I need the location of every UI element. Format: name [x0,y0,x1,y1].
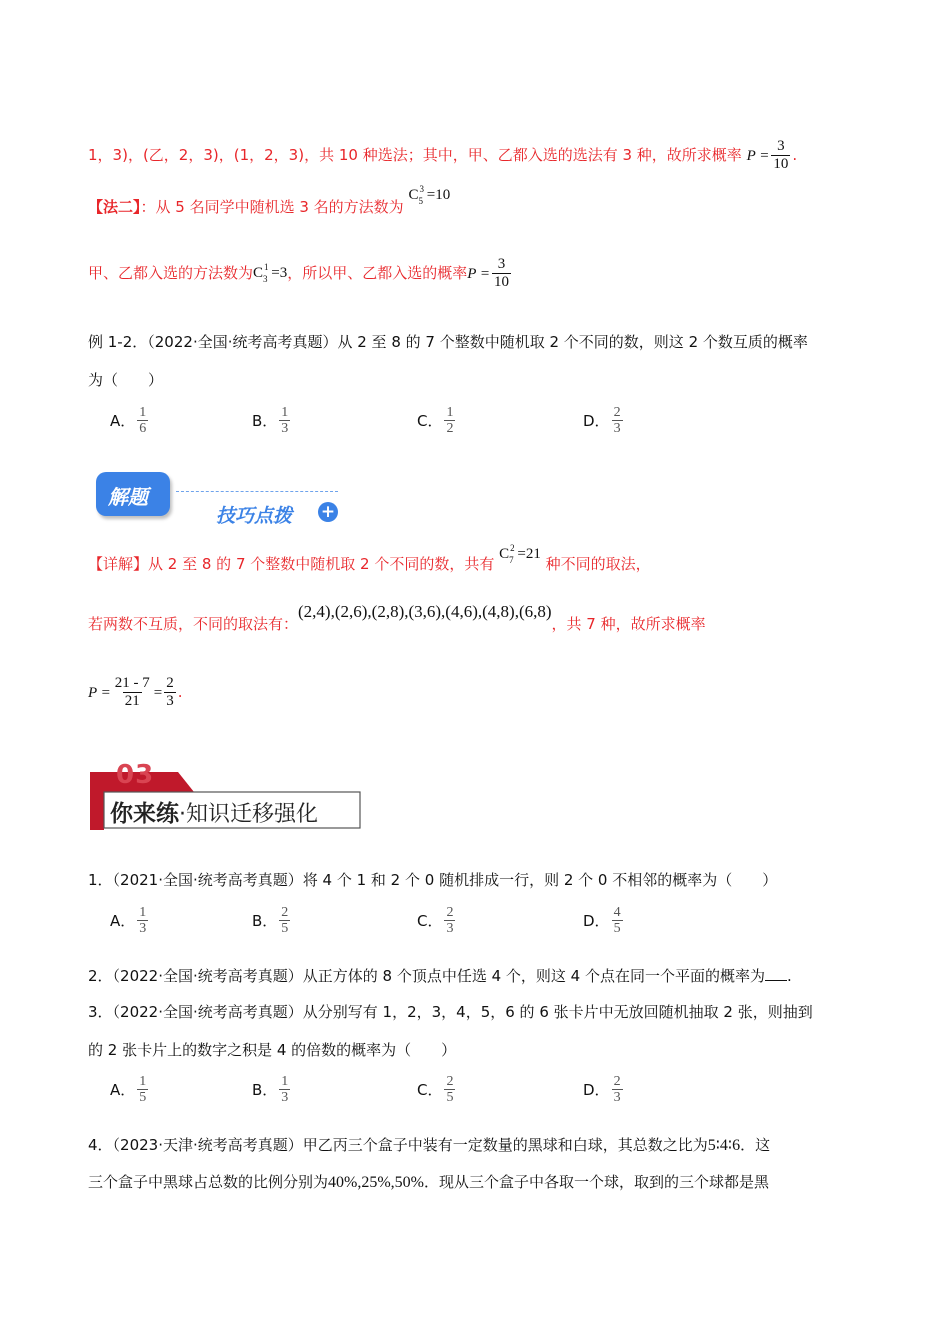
q3-option-a[interactable] [110,1074,150,1105]
frac-num: 2 [446,1074,454,1089]
frac-den: 10 [494,274,510,290]
frac-den: 3 [139,921,147,936]
prob-fraction-1 [113,675,152,710]
question-4-text-end: ．现从三个盒子中各取一个球，取到的三个球都是黑 [424,1173,770,1191]
solution-text: 从 2 至 8 的 7 个整数中随机取 2 个不同的数，共有 [148,555,495,573]
option-fraction [612,905,623,936]
prob-fraction-2 [164,675,176,710]
comb-sup: 2 [510,543,515,553]
option-label: B． [252,912,278,930]
comb-expression [253,262,287,285]
frac-den: 3 [166,693,174,709]
option-fraction [612,1074,623,1105]
prob-symbol: P = [88,685,111,701]
option-fraction [444,905,455,936]
example-option-d[interactable] [583,405,625,436]
section-title-bold: 你来练 [110,801,179,827]
question-2-text: 2．（2022·全国·统考高考真题）从正方体的 8 个顶点中任选 4 个，则这 4 个点在同一个平面的概率为 [88,967,765,985]
noncoprime-pairs: (2,4),(2,6),(2,8),(3,6),(4,6),(4,8),(6,8) [298,602,552,621]
banner-badge-text: 解题 [108,485,148,509]
frac-num: 21 - 7 [114,675,150,691]
frac-num: 3 [497,256,506,272]
equals-sign: = [153,685,163,701]
option-fraction [137,905,148,936]
comb-sub: 3 [263,274,268,284]
example-option-a[interactable] [110,405,150,436]
question-4-text-end: ．这 [740,1136,771,1154]
example-option-c[interactable] [417,405,457,436]
method2-line2 [88,256,513,291]
comb-sub: 5 [418,196,423,206]
option-label: A． [110,912,136,930]
frac-num: 2 [613,1074,621,1089]
frac-den: 3 [613,1090,621,1105]
q3-option-d[interactable] [583,1074,625,1105]
frac-den: 5 [139,1090,147,1105]
option-label: C． [417,1081,443,1099]
option-fraction [279,405,290,436]
method2-line [88,184,451,219]
example-option-b[interactable] [252,405,292,436]
option-fraction [137,1074,148,1105]
option-label: A． [110,412,136,430]
frac-den: 5 [613,921,621,936]
option-label: C． [417,412,443,430]
option-fraction [444,1074,455,1105]
comb-base: C [253,265,264,281]
question-1: 1．（2021·全国·统考高考真题）将 4 个 1 和 2 个 0 随机排成一行，则 2 个 0 不相邻的概率为（ ） [88,871,778,889]
frac-num: 4 [613,905,621,920]
option-fraction [612,405,623,436]
frac-num: 1 [139,1074,147,1089]
frac-den: 2 [446,421,454,436]
prob-symbol: P = [746,148,770,164]
q1-option-b[interactable] [252,905,292,936]
method2-line2-text: 甲、乙都入选的方法数为 [88,264,254,282]
frac-num: 1 [281,1074,289,1089]
frac-num: 1 [139,405,147,420]
q3-option-c[interactable] [417,1074,457,1105]
option-label: B． [252,1081,278,1099]
method2-line2-mid: ，所以甲、乙都入选的概率 [287,264,468,282]
frac-den: 21 [124,693,140,709]
option-label: A． [110,1081,136,1099]
period: . [787,967,792,985]
question-4-line1 [88,1134,770,1157]
frac-num: 3 [777,138,785,154]
option-fraction [137,405,148,436]
method2-text: ：从 5 名同学中随机选 3 名的方法数为 [140,198,404,216]
option-fraction [279,905,290,936]
question-4-text: 4．（2023·天津·统考高考真题）甲乙丙三个盒子中装有一定数量的黑球和白球，其总数之比为 [88,1136,708,1154]
method2-tag: 【法二】 [88,198,141,216]
frac-num: 2 [281,905,289,920]
percentages: 40%,25%,50% [328,1174,424,1191]
prob-symbol: P = [467,266,491,282]
banner-subtitle: 技巧点拨 [216,505,293,527]
comb-value: =3 [271,265,288,281]
question-4-text: 三个盒子中黑球占总数的比例分别为 [88,1173,329,1191]
period: . [792,146,798,164]
banner-badge [96,472,170,516]
comb-sup: 3 [419,184,424,194]
frac-den: 6 [139,421,147,436]
option-label: B． [252,412,278,430]
option-label: D． [583,1081,610,1099]
option-label: D． [583,412,610,430]
example-line1: 例 1-2．（2022·全国·统考高考真题）从 2 至 8 的 7 个整数中随机取 2 个不同的数，则这 2 个数互质的概率 [88,333,808,351]
solution-line3 [88,675,183,710]
question-3-line2: 的 2 张卡片上的数字之积是 4 的倍数的概率为（ ） [88,1041,457,1059]
q1-option-c[interactable] [417,905,457,936]
section-header [90,760,362,832]
prob-fraction [492,256,511,291]
option-label: C． [417,912,443,930]
frac-den: 3 [281,1090,289,1105]
frac-num: 1 [281,405,289,420]
prev-solution-line [88,138,797,173]
q1-option-a[interactable] [110,905,150,936]
solution-line2 [88,602,706,635]
frac-den: 10 [773,156,789,172]
banner-dotted-line [176,491,338,492]
section-number: 03 [116,760,155,790]
option-fraction [444,405,455,436]
frac-num: 1 [139,905,147,920]
prob-fraction [771,138,790,173]
frac-num: 2 [446,905,454,920]
comb-value: =10 [426,187,451,203]
comb-value: =21 [517,546,541,562]
solution-tag: 【详解】 [88,555,149,573]
question-4-line2 [88,1171,769,1194]
q1-option-d[interactable] [583,905,625,936]
frac-num: 1 [446,405,454,420]
option-label: D． [583,912,610,930]
solution-text-end: ，共 7 种，故所求概率 [551,615,706,633]
frac-den: 3 [613,421,621,436]
solution-text: 若两数不互质，不同的取法有： [88,615,299,633]
ratio: 5∶4∶6 [707,1137,741,1154]
section-title-rest: ·知识迁移强化 [179,802,318,827]
comb-expression [499,543,541,566]
question-3-line1: 3．（2022·全国·统考高考真题）从分别写有 1，2，3，4，5，6 的 6 张卡片中无放回随机抽取 2 张，则抽到 [88,1003,813,1021]
question-2 [88,965,792,987]
solution-line1 [88,543,651,576]
plus-circle-icon: + [318,502,338,522]
comb-sub: 7 [509,555,514,565]
answer-blank[interactable] [765,966,787,981]
frac-den: 3 [446,921,454,936]
comb-base: C [408,187,419,203]
frac-num: 2 [166,675,174,691]
frac-den: 3 [281,421,289,436]
period: . [177,683,183,701]
option-fraction [279,1074,290,1105]
frac-den: 5 [281,921,289,936]
q3-option-b[interactable] [252,1074,292,1105]
example-line2: 为（ ） [88,371,164,389]
comb-base: C [499,546,510,562]
solution-banner [96,472,346,528]
frac-num: 2 [613,405,621,420]
comb-expression [408,184,450,207]
solution-text-end: 种不同的取法， [545,555,651,573]
prev-solution-text: 1，3)，(乙，2，3)，(1，2，3)，共 10 种选法；其中，甲、乙都入选的选法有 3 种，故所求概率 [88,146,742,164]
section-title [110,795,318,828]
frac-den: 5 [446,1090,454,1105]
comb-sup: 1 [264,262,269,272]
